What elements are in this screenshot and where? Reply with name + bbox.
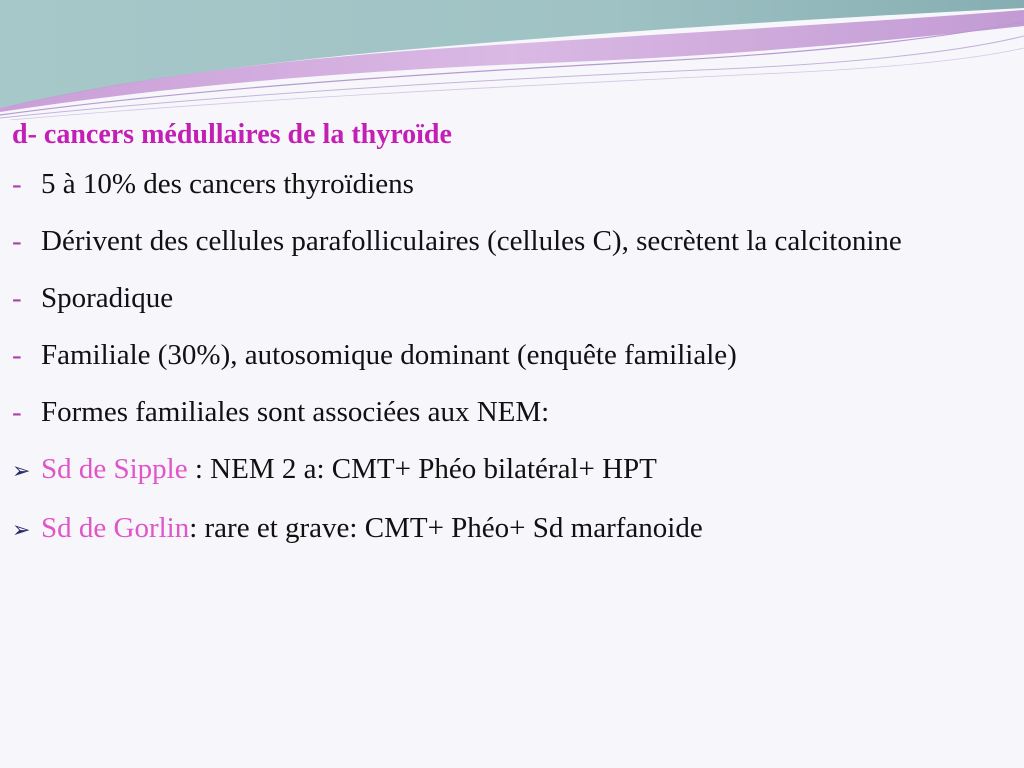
bullet-dash: - (12, 396, 22, 428)
bullet-item (12, 219, 980, 264)
bullet-text: Dérivent des cellules parafolliculaires (cellules C), secrètent la calcitonine (41, 225, 902, 257)
sub-bullet-item (12, 447, 980, 494)
bullet-text: Sporadique (41, 282, 174, 314)
bullet-item (12, 390, 980, 435)
arrow-bullet-icon: ➢ (12, 459, 31, 484)
arrow-bullet-icon: ➢ (12, 518, 31, 543)
bullet-dash: - (12, 339, 22, 371)
sub-bullet-line (41, 506, 980, 551)
bullet-dash: - (12, 225, 22, 257)
bullet-dash: - (12, 282, 22, 314)
syndrome-name: Sd de Sipple (41, 453, 188, 485)
bullet-item (12, 333, 980, 378)
bullet-text: Familiale (30%), autosomique dominant (enquête familiale) (41, 339, 737, 371)
sub-bullet-item (12, 506, 980, 553)
decorative-header-waves (0, 0, 1024, 120)
sub-bullet-line (41, 447, 980, 492)
bullet-item (12, 162, 980, 207)
sub-bullet-text: : rare et grave: CMT+ Phéo+ Sd marfanoide (189, 512, 703, 544)
bullet-dash: - (12, 168, 22, 200)
bullet-item (12, 276, 980, 321)
bullet-text: 5 à 10% des cancers thyroïdiens (41, 168, 414, 200)
syndrome-name: Sd de Gorlin (41, 512, 190, 544)
sub-bullet-text: : NEM 2 a: CMT+ Phéo bilatéral+ HPT (187, 453, 657, 485)
slide-content (12, 116, 980, 565)
slide-heading: d- cancers médullaires de la thyroïde (12, 119, 452, 150)
bullet-text: Formes familiales sont associées aux NEM: (41, 396, 550, 428)
